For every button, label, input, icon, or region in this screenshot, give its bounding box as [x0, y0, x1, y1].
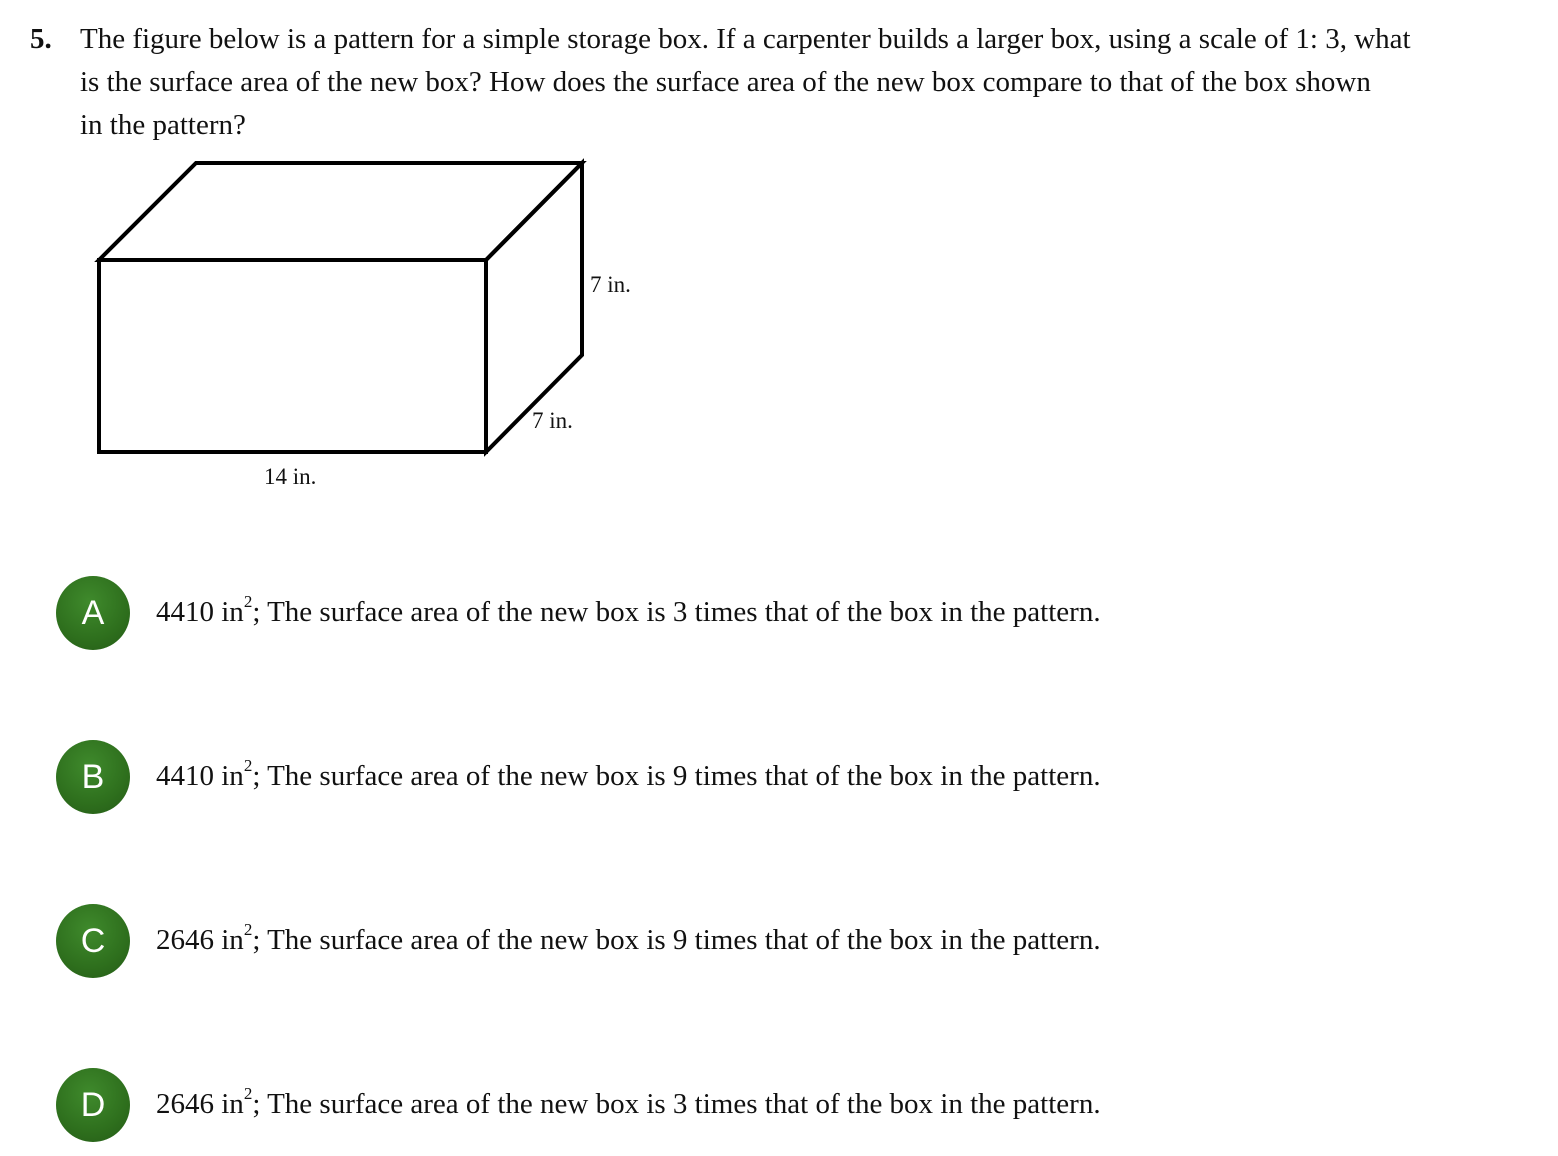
- choice-a-description: ; The surface area of the new box is 3 times that of the box in the pattern.: [252, 596, 1101, 628]
- choice-d-exponent: 2: [243, 1084, 253, 1103]
- choice-b-description: ; The surface area of the new box is 9 times that of the box in the pattern.: [252, 760, 1101, 792]
- choice-a[interactable]: [56, 576, 1256, 652]
- question-line-1: The figure below is a pattern for a simple storage box. If a carpenter builds a larger box, using a scale of 1: 3, what: [80, 23, 1411, 55]
- choice-a-value: 4410: [156, 596, 214, 628]
- choice-b-exponent: 2: [243, 756, 253, 775]
- choice-c-badge[interactable]: C: [56, 904, 130, 978]
- question-line-3: in the pattern?: [80, 109, 246, 141]
- choice-d-text: [156, 1084, 1101, 1124]
- choice-d-badge[interactable]: D: [56, 1068, 130, 1142]
- choice-c-value: 2646: [156, 924, 214, 956]
- choice-b-badge[interactable]: B: [56, 740, 130, 814]
- choice-a-exponent: 2: [243, 592, 253, 611]
- choice-c-description: ; The surface area of the new box is 9 times that of the box in the pattern.: [252, 924, 1101, 956]
- question-number: 5.: [30, 23, 52, 55]
- choice-d-value: 2646: [156, 1088, 214, 1120]
- choice-a-text: [156, 592, 1101, 632]
- choice-d-unit: in: [221, 1088, 244, 1120]
- choice-c-text: [156, 920, 1101, 960]
- choice-c-unit: in: [221, 924, 244, 956]
- choice-a-badge[interactable]: A: [56, 576, 130, 650]
- choice-b-unit: in: [221, 760, 244, 792]
- width-label: 14 in.: [264, 464, 317, 489]
- choice-b-value: 4410: [156, 760, 214, 792]
- choice-b[interactable]: [56, 740, 1256, 816]
- box-front-face: [99, 260, 486, 452]
- choice-c-exponent: 2: [243, 920, 253, 939]
- choice-d-description: ; The surface area of the new box is 3 times that of the box in the pattern.: [252, 1088, 1101, 1120]
- choice-c[interactable]: [56, 904, 1256, 980]
- box-top-face: [99, 163, 582, 260]
- height-label: 7 in.: [590, 272, 631, 297]
- choice-a-unit: in: [221, 596, 244, 628]
- choice-b-text: [156, 756, 1101, 796]
- choice-d[interactable]: [56, 1068, 1256, 1144]
- depth-label: 7 in.: [532, 408, 573, 433]
- question-line-2: is the surface area of the new box? How does the surface area of the new box compare to that of the box shown: [80, 66, 1371, 98]
- box-figure: [0, 0, 1558, 520]
